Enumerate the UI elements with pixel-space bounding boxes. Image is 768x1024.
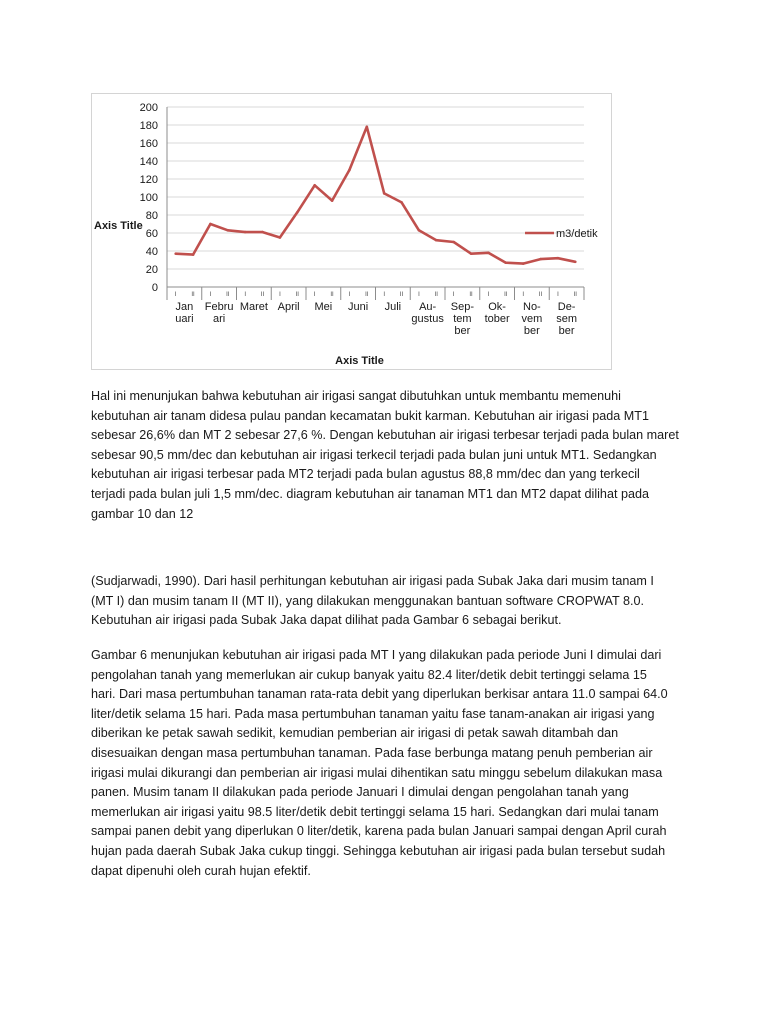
data-point bbox=[296, 211, 299, 214]
period-label: I bbox=[174, 292, 177, 298]
period-label: I bbox=[557, 292, 559, 298]
period-label: II bbox=[330, 292, 334, 298]
data-point bbox=[418, 229, 421, 232]
x-tick-label: Febru ari bbox=[204, 301, 234, 325]
x-tick-label: Jan uari bbox=[175, 301, 194, 325]
period-label: II bbox=[434, 292, 438, 298]
data-point bbox=[261, 231, 264, 234]
paragraph-1: Hal ini menunjukan bahwa kebutuhan air irigasi sangat dibutuhkan untuk membantu memenuhi kebutuhan air tanam didesa pulau pandan kecamatan bukit karman. Kebutuhan air irigasi pada MT1 sebesar 26,6% dan MT 2 sebesar 27,6 %. Dengan kebutuhan air irigasi terbesar terjadi pada bulan maret sebesar 90,5 mm/dec dan kebutuhan air irigasi terkecil terjadi pada bulan juni untuk MT1. Sedangkan kebutuhan air irigasi terbesar pada MT2 terjadi pada bulan agustus 88,8 mm/dec dan yang terkecil terjadi pada bulan juli 1,5 mm/dec. diagram kebutuhan air tanaman MT1 dan MT2 dapat dilihat pada gambar 10 dan 12 bbox=[91, 389, 679, 521]
x-tick-label: Mei bbox=[314, 301, 333, 313]
data-point bbox=[505, 261, 508, 264]
data-point bbox=[366, 126, 369, 129]
period-label: II bbox=[365, 292, 369, 298]
period-label: II bbox=[260, 292, 265, 298]
paragraph-3: Gambar 6 menunjukan kebutuhan air irigasi pada MT I yang dilakukan pada periode Juni I dimulai dari pengolahan tanah yang memerlukan air cukup banyak yaitu 82.4 liter/detik debit tertinggi selama 15 hari. Dari masa pertumbuhan tanaman rata-rata debit yang diperlukan berkisar antara 11.0 sampai 64.0 liter/detik selama 15 hari. Pada masa pertumbuhan tanaman yaitu fase tanam-anakan air irigasi yang diberikan ke petak sawah sedikit, kemudian pemberian air irigasi di petak sawah ditambah dan disesuaikan dengan masa pertumbuhan tanaman. Pada fase berbunga matang penuh pemberian air irigasi mulai dikurangi dan pemberian air irigasi mulai dihentikan satu minggu sebelum dilakukan masa panen. Musim tanam II dilakukan pada periode Januari I dimulai dengan pengolahan tanah yang memerlukan air irigasi yaitu 98.5 liter/detik debit tertinggi selama 15 hari. Sedangkan dari mulai tanam sampai panen debit yang diperlukan 0 liter/detik, karena pada bulan Januari sampai dengan April curah hujan pada daerah Subak Jaka cukup tinggi. Sehingga kebutuhan air irigasi pada bulan tersebut sudah dapat dipenuhi oleh curah hujan efektif. bbox=[91, 648, 668, 878]
line-chart bbox=[92, 94, 611, 369]
period-label: II bbox=[573, 292, 577, 298]
period-label: I bbox=[348, 292, 351, 298]
data-point bbox=[383, 192, 386, 195]
y-tick-label: 40 bbox=[145, 246, 158, 258]
period-label: II bbox=[226, 292, 230, 298]
y-tick-label: 0 bbox=[151, 282, 158, 294]
period-label: I bbox=[209, 292, 212, 298]
y-tick-label: 100 bbox=[139, 192, 158, 204]
x-axis-title: Axis Title bbox=[335, 355, 384, 367]
y-tick-label: 200 bbox=[139, 102, 158, 114]
y-tick-label: 140 bbox=[139, 156, 158, 168]
x-tick-label: Maret bbox=[239, 301, 268, 313]
y-tick-label: 180 bbox=[139, 120, 158, 132]
data-point bbox=[574, 261, 577, 264]
data-point bbox=[192, 253, 195, 256]
period-label: I bbox=[244, 292, 247, 298]
y-tick-label: 120 bbox=[139, 174, 158, 186]
period-label: I bbox=[313, 292, 316, 298]
x-tick-label: Sep-tem ber bbox=[450, 301, 474, 337]
paragraph-2: (Sudjarwadi, 1990). Dari hasil perhitungan kebutuhan air irigasi pada Subak Jaka dari musim tanam I (MT I) dan musim tanam II (MT II), yang dilakukan menggunakan bantuan software CROPWAT 8.0. Kebutuhan air irigasi pada Subak Jaka dapat dilihat pada Gambar 6 sebagai berikut. bbox=[91, 574, 654, 628]
period-label: I bbox=[452, 292, 455, 298]
data-point bbox=[400, 201, 403, 204]
y-tick-label: 20 bbox=[145, 264, 158, 276]
x-tick-label: Ok-tober bbox=[484, 301, 510, 325]
data-point bbox=[470, 252, 473, 255]
period-label: I bbox=[418, 292, 420, 298]
period-label: II bbox=[191, 292, 195, 298]
y-tick-label: 60 bbox=[145, 228, 158, 240]
data-point bbox=[279, 236, 282, 239]
x-tick-label: No-vem ber bbox=[521, 301, 543, 337]
period-label: I bbox=[383, 292, 386, 298]
x-tick-label: Juni bbox=[348, 301, 369, 313]
period-label: I bbox=[522, 292, 525, 298]
period-label: II bbox=[399, 292, 404, 298]
x-tick-label: De-sem ber bbox=[556, 301, 578, 337]
period-label: II bbox=[469, 292, 473, 298]
data-point bbox=[487, 252, 490, 255]
chart-figure bbox=[91, 93, 612, 370]
y-axis-title: Axis Title bbox=[94, 220, 143, 232]
y-tick-label: 80 bbox=[145, 210, 158, 222]
x-tick-label: Au-gustus bbox=[411, 301, 444, 325]
x-tick-label: Juli bbox=[384, 301, 402, 313]
period-label: II bbox=[295, 292, 299, 298]
data-point bbox=[313, 184, 316, 187]
period-label: II bbox=[504, 292, 508, 298]
legend-label: m3/detik bbox=[556, 228, 598, 240]
data-point bbox=[557, 257, 560, 260]
data-point bbox=[209, 223, 212, 226]
period-label: I bbox=[279, 292, 281, 298]
data-point bbox=[539, 258, 542, 261]
series-line bbox=[176, 127, 576, 264]
y-tick-label: 160 bbox=[139, 138, 158, 150]
x-tick-label: April bbox=[277, 301, 300, 313]
data-point bbox=[174, 252, 177, 255]
data-point bbox=[244, 231, 247, 234]
data-point bbox=[227, 229, 230, 232]
data-point bbox=[331, 199, 334, 202]
data-point bbox=[522, 262, 525, 265]
data-point bbox=[435, 239, 438, 242]
data-point bbox=[348, 169, 351, 172]
period-label: II bbox=[538, 292, 543, 298]
data-point bbox=[452, 241, 455, 244]
period-label: I bbox=[487, 292, 490, 298]
